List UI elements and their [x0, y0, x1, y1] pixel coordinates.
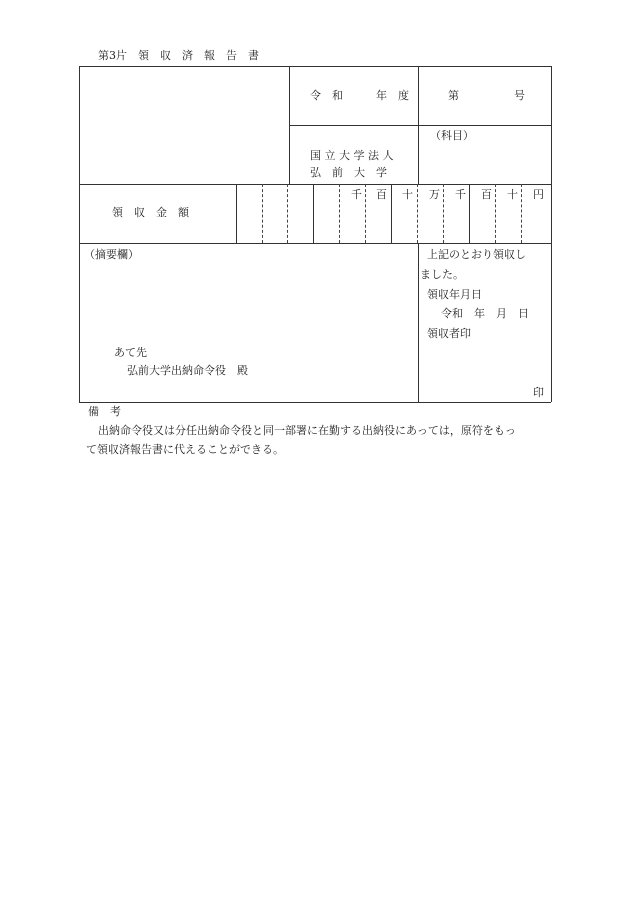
amount-label: 領 収 金 額 — [112, 206, 189, 219]
remarks-line1: 出納命令役又は分任出納命令役と同一部署に在勤する出納役にあっては，原符をもっ — [98, 424, 516, 437]
unit-label: 万 — [429, 188, 440, 201]
fiscal-year-field: 令 和 年 度 — [310, 89, 409, 102]
form-border-top — [79, 66, 551, 67]
receipt-date-label: 領収年月日 — [427, 288, 482, 301]
unit-label: 十 — [507, 188, 518, 201]
unit-label: 百 — [376, 188, 387, 201]
header-right-divider — [418, 66, 419, 184]
number-field: 第 号 — [448, 89, 525, 102]
amount-digit-divider — [365, 184, 366, 243]
header-left-divider — [289, 66, 290, 184]
addressee-label: あて先 — [114, 346, 147, 359]
institution-line1: 国 立 大 学 法 人 — [310, 149, 394, 162]
unit-label: 千 — [351, 188, 362, 201]
memo-receipt-divider — [418, 243, 419, 402]
form-title: 第3片 領 収 済 報 告 書 — [98, 49, 259, 62]
form-border-left — [79, 66, 80, 402]
header-divider — [289, 125, 551, 126]
receipt-date-value: 令和 年 月 日 — [441, 307, 529, 320]
form-border-bottom — [79, 402, 551, 403]
amount-digit-divider — [469, 184, 470, 243]
receipt-seal-label: 領収者印 — [427, 327, 471, 340]
amount-digit-divider — [287, 184, 288, 243]
unit-label: 百 — [481, 188, 492, 201]
amount-digit-divider — [417, 184, 418, 243]
subject-label: （科目） — [430, 129, 474, 142]
form-border-right — [551, 66, 552, 402]
amount-row-top — [79, 184, 551, 185]
amount-label-divider — [236, 184, 237, 243]
amount-digit-divider — [495, 184, 496, 243]
unit-label: 十 — [402, 188, 413, 201]
remarks-line2: て領収済報告書に代えることができる。 — [86, 443, 284, 456]
receipt-statement-line1: 上記のとおり領収し — [427, 248, 526, 261]
amount-digit-divider — [521, 184, 522, 243]
unit-label: 千 — [455, 188, 466, 201]
amount-digit-divider — [443, 184, 444, 243]
memo-label: （摘要欄） — [84, 248, 139, 261]
amount-digit-divider — [339, 184, 340, 243]
institution-line2: 弘 前 大 学 — [310, 166, 387, 179]
receipt-statement-line2: ました。 — [420, 268, 464, 281]
unit-label: 円 — [533, 188, 544, 201]
amount-digit-divider — [313, 184, 314, 243]
seal-mark: 印 — [533, 386, 544, 399]
amount-digit-divider — [262, 184, 263, 243]
addressee: 弘前大学出納命令役 殿 — [127, 364, 248, 377]
remarks-heading: 備 考 — [88, 405, 121, 418]
amount-digit-divider — [391, 184, 392, 243]
amount-row-bottom — [79, 243, 551, 244]
